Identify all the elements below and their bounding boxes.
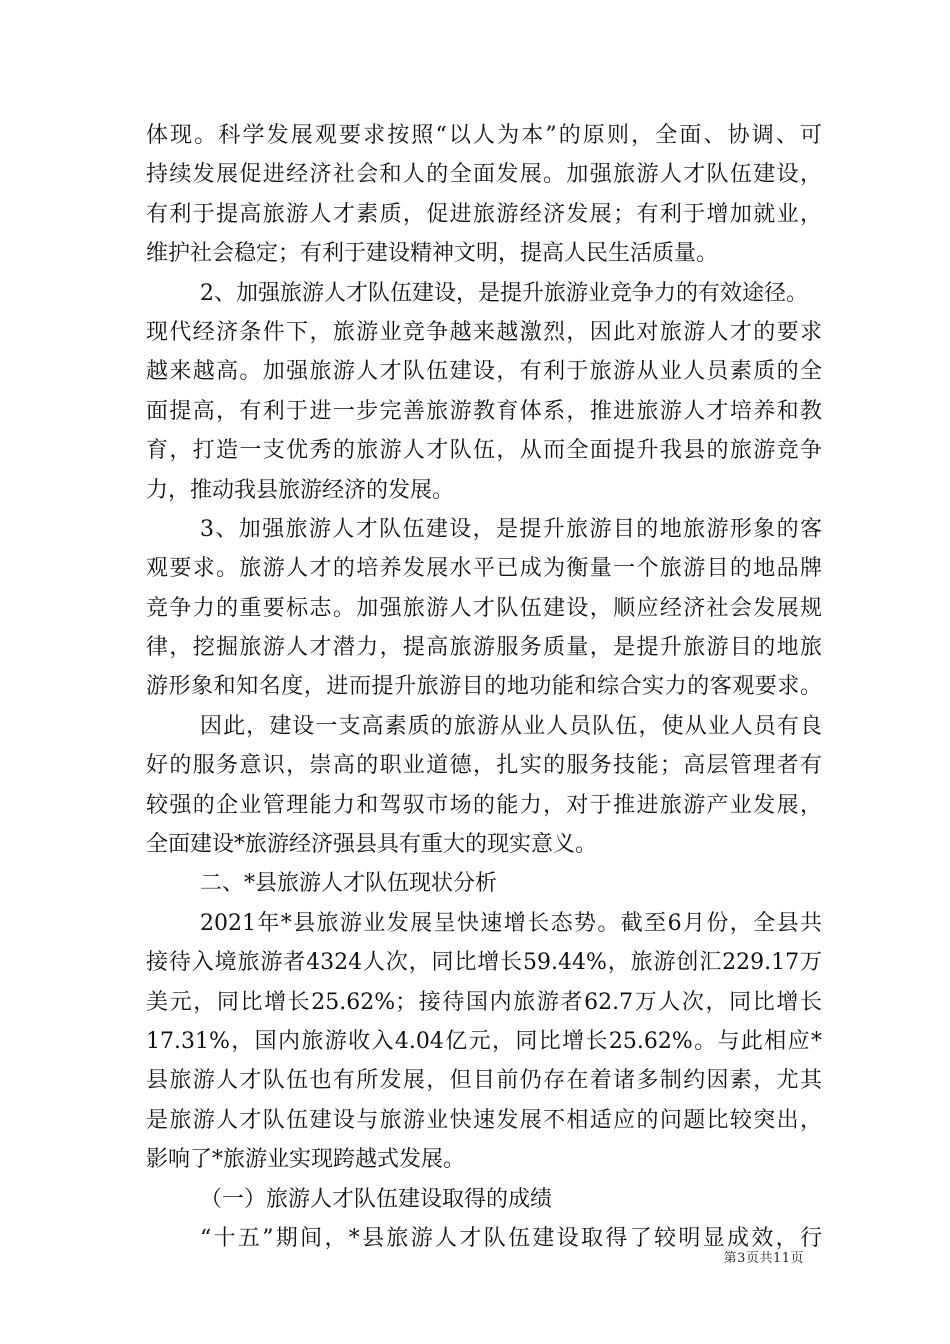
- text-line: 好的服务意识，崇高的职业道德，扎实的服务技能；高层管理者有: [146, 753, 822, 779]
- text-line: 全面建设*旅游经济强县具有重大的现实意义。: [146, 832, 598, 858]
- text-line: 持续发展促进经济社会和人的全面发展。加强旅游人才队伍建设，: [146, 162, 822, 188]
- text-line: 3、加强旅游人才队伍建设，是提升旅游目的地旅游形象的客: [200, 516, 822, 542]
- text-line: 游形象和知名度，进而提升旅游目的地功能和综合实力的客观要求。: [146, 674, 822, 700]
- text-line: 较强的企业管理能力和驾驭市场的能力，对于推进旅游产业发展，: [146, 792, 822, 818]
- text-line: 力，推动我县旅游经济的发展。: [146, 477, 455, 503]
- text-line: 17.31%，国内旅游收入4.04亿元，同比增长25.62%。与此相应*: [146, 1028, 822, 1054]
- text-line: 观要求。旅游人才的培养发展水平已成为衡量一个旅游目的地品牌: [146, 556, 822, 582]
- text-line: 有利于提高旅游人才素质，促进旅游经济发展；有利于增加就业，: [146, 201, 822, 227]
- text-line: 维护社会稳定；有利于建设精神文明，提高人民生活质量。: [146, 241, 719, 267]
- text-line: 因此，建设一支高素质的旅游从业人员队伍，使从业人员有良: [200, 713, 822, 739]
- text-line: 接待入境旅游者4324人次，同比增长59.44%，旅游创汇229.17万: [146, 950, 822, 976]
- text-line: 体现。科学发展观要求按照“以人为本”的原则，全面、协调、可: [146, 123, 822, 148]
- text-line: （一）旅游人才队伍建设取得的成绩: [200, 1186, 553, 1212]
- text-line: “十五”期间，*县旅游人才队伍建设取得了较明显成效，行: [200, 1225, 822, 1251]
- text-line: 美元，同比增长25.62%；接待国内旅游者62.7万人次，同比增长: [146, 989, 822, 1015]
- text-line: 竞争力的重要标志。加强旅游人才队伍建设，顺应经济社会发展规: [146, 595, 822, 621]
- text-line: 现代经济条件下，旅游业竞争越来越激烈，因此对旅游人才的要求: [146, 319, 822, 345]
- text-line: 越来越高。加强旅游人才队伍建设，有利于旅游从业人员素质的全: [146, 359, 822, 385]
- text-line: 面提高，有利于进一步完善旅游教育体系，推进旅游人才培养和教: [146, 398, 822, 424]
- text-line: 是旅游人才队伍建设与旅游业快速发展不相适应的问题比较突出，: [146, 1107, 822, 1133]
- text-line: 2021年*县旅游业发展呈快速增长态势。截至6月份，全县共: [200, 910, 822, 936]
- text-line: 县旅游人才队伍也有所发展，但目前仍存在着诸多制约因素，尤其: [146, 1068, 822, 1094]
- text-line: 2、加强旅游人才队伍建设，是提升旅游业竞争力的有效途径。: [200, 280, 808, 306]
- document-body: [146, 116, 822, 1258]
- text-line: 律，挖掘旅游人才潜力，提高旅游服务质量，是提升旅游目的地旅: [146, 635, 822, 661]
- text-line: 育，打造一支优秀的旅游人才队伍，从而全面提升我县的旅游竞争: [146, 438, 822, 464]
- page-number: 第3页共11页: [723, 1251, 804, 1266]
- text-line: 影响了*旅游业实现跨越式发展。: [146, 1147, 466, 1173]
- text-line: 二、*县旅游人才队伍现状分析: [200, 871, 498, 897]
